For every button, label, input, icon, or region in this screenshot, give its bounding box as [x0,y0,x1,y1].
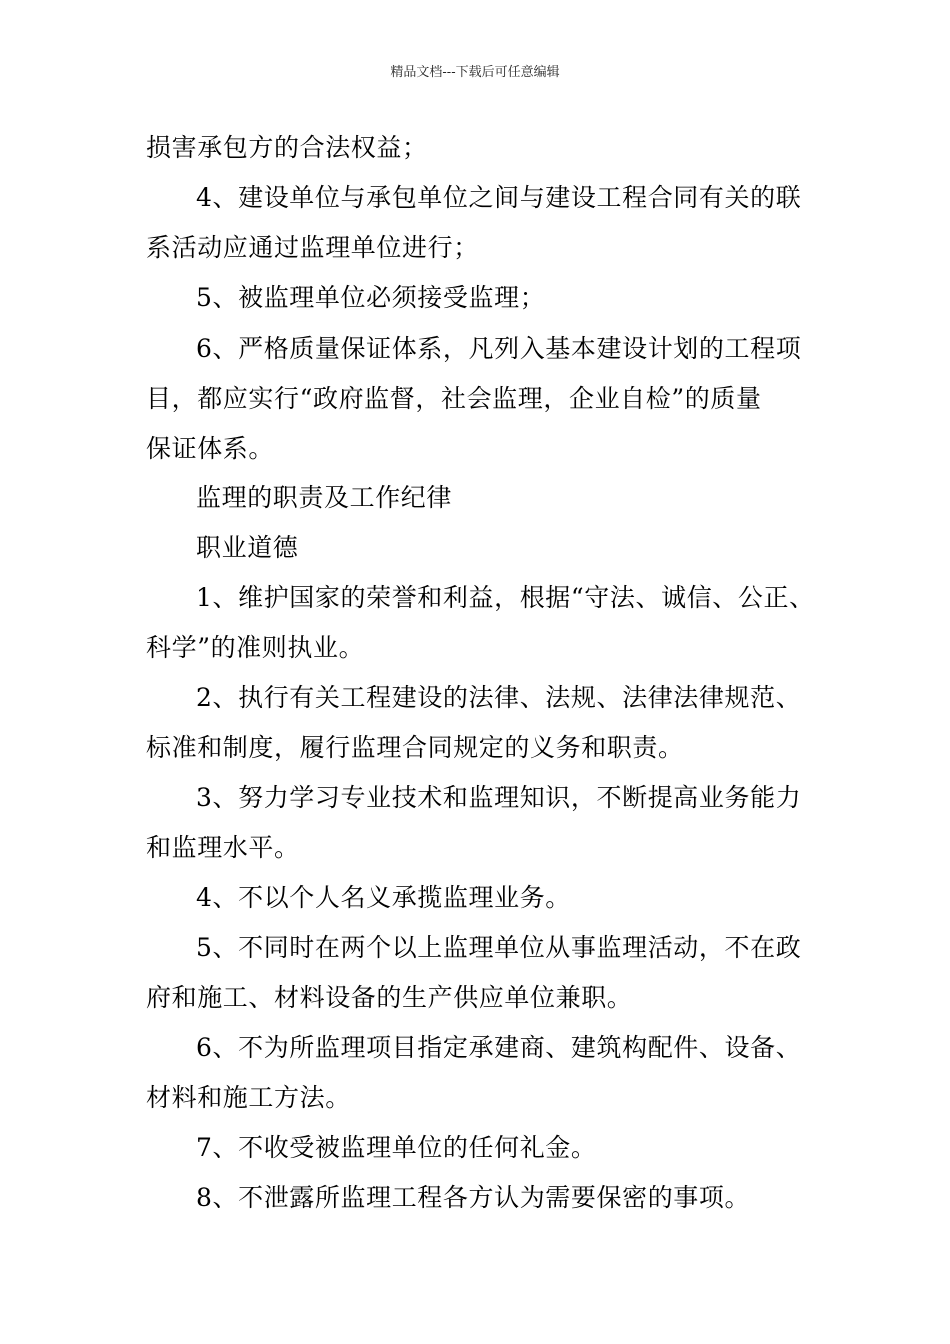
subsection-heading: 职业道德 [196,533,299,562]
page-header: 精品文档---下载后可任意编辑 [390,65,560,80]
text-line: 8、不泄露所监理工程各方认为需要保密的事项。 [196,1183,751,1212]
text-line: 目，都应实行“政府监督，社会监理，企业自检”的质量 [146,384,762,413]
text-line: 5、不同时在两个以上监理单位从事监理活动，不在政 [196,933,802,962]
text-line: 标准和制度，履行监理合同规定的义务和职责。 [146,733,684,762]
text-line: 2、执行有关工程建设的法律、法规、法律法律规范、 [196,683,802,712]
text-line: 材料和施工方法。 [146,1083,351,1112]
text-line: 4、不以个人名义承揽监理业务。 [196,883,571,912]
text-line: 7、不收受被监理单位的任何礼金。 [196,1133,597,1162]
text-line: 5、被监理单位必须接受监理； [196,283,546,312]
text-line: 6、严格质量保证体系，凡列入基本建设计划的工程项 [196,334,802,363]
text-line: 保证体系。 [146,434,275,463]
text-line: 1、维护国家的荣誉和利益，根据“守法、诚信、公正、 [196,583,815,612]
text-line: 府和施工、材料设备的生产供应单位兼职。 [146,983,633,1012]
text-line: 科学”的准则执业。 [146,633,365,662]
section-heading: 监理的职责及工作纪律 [196,483,453,512]
text-line: 损害承包方的合法权益； [146,133,428,162]
text-line: 和监理水平。 [146,833,300,862]
text-line: 4、建设单位与承包单位之间与建设工程合同有关的联 [196,183,802,212]
text-line: 系活动应通过监理单位进行； [146,233,479,262]
text-line: 3、努力学习专业技术和监理知识，不断提高业务能力 [196,783,802,812]
text-line: 6、不为所监理项目指定承建商、建筑构配件、设备、 [196,1033,802,1062]
